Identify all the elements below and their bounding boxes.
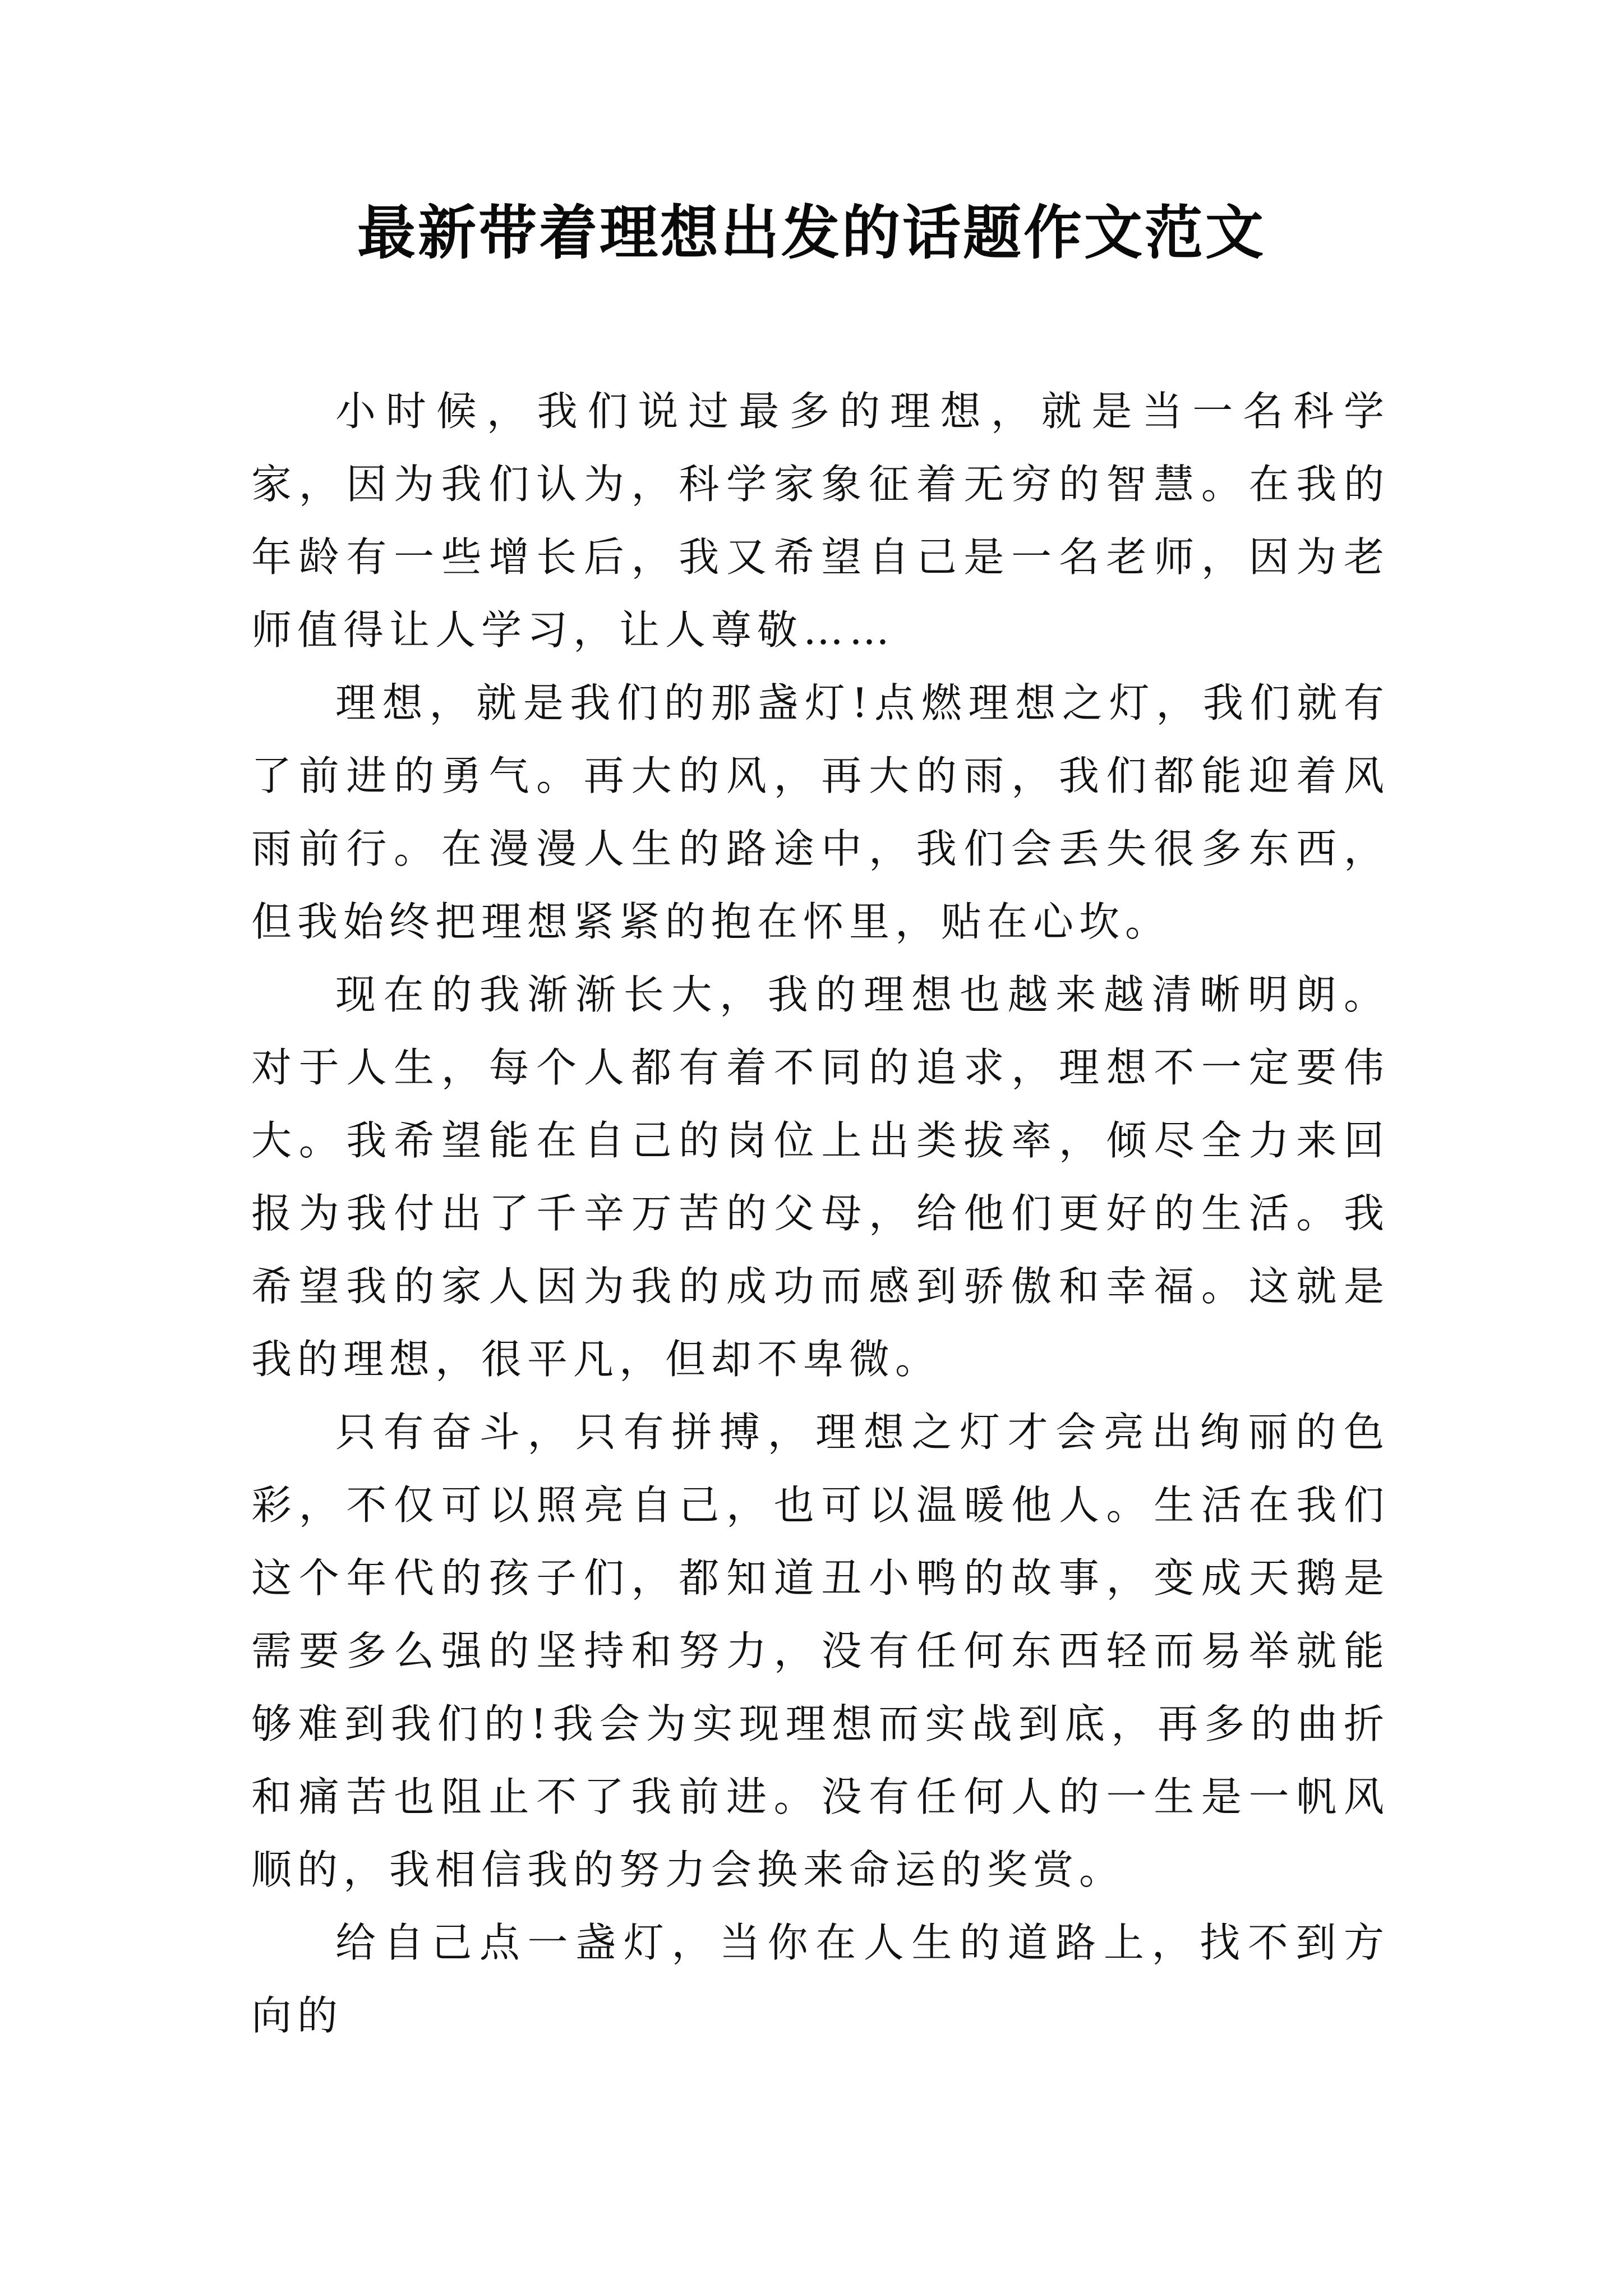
paragraph-1: 小时候，我们说过最多的理想，就是当一名科学家，因为我们认为，科学家象征着无穷的智慧。在我的年龄有一些增长后，我又希望自己是一名老师，因为老师值得让人学习，让人尊敬…… (251, 388, 1390, 654)
paragraph-3: 现在的我渐渐长大，我的理想也越来越清晰明朗。对于人生，每个人都有着不同的追求，理想不一定要伟大。我希望能在自己的岗位上出类拔率，倾尽全力来回报为我付出了千辛万苦的父母，给他们更好的生活。我希望我的家人因为我的成功而感到骄傲和幸福。这就是我的理想，很平凡，但却不卑微。 (251, 971, 1390, 1383)
page-title: 最新带着理想出发的话题作文范文 (357, 199, 1266, 267)
paragraph-5: 给自己点一盏灯，当你在人生的道路上，找不到方向的 (251, 1919, 1390, 2039)
paragraph-2: 理想，就是我们的那盏灯!点燃理想之灯，我们就有了前进的勇气。再大的风，再大的雨，我们都能迎着风雨前行。在漫漫人生的路途中，我们会丢失很多东西，但我始终把理想紧紧的抱在怀里，贴在心坎。 (251, 679, 1390, 945)
essay-body (251, 375, 1390, 2052)
paragraph-4: 只有奋斗，只有拼搏，理想之灯才会亮出绚丽的色彩，不仅可以照亮自己，也可以温暖他人。生活在我们这个年代的孩子们，都知道丑小鸭的故事，变成天鹅是需要多么强的坚持和努力，没有任何东西轻而易举就能够难到我们的!我会为实现理想而实战到底，再多的曲折和痛苦也阻止不了我前进。没有任何人的一生是一帆风顺的，我相信我的努力会换来命运的奖赏。 (251, 1409, 1390, 1893)
